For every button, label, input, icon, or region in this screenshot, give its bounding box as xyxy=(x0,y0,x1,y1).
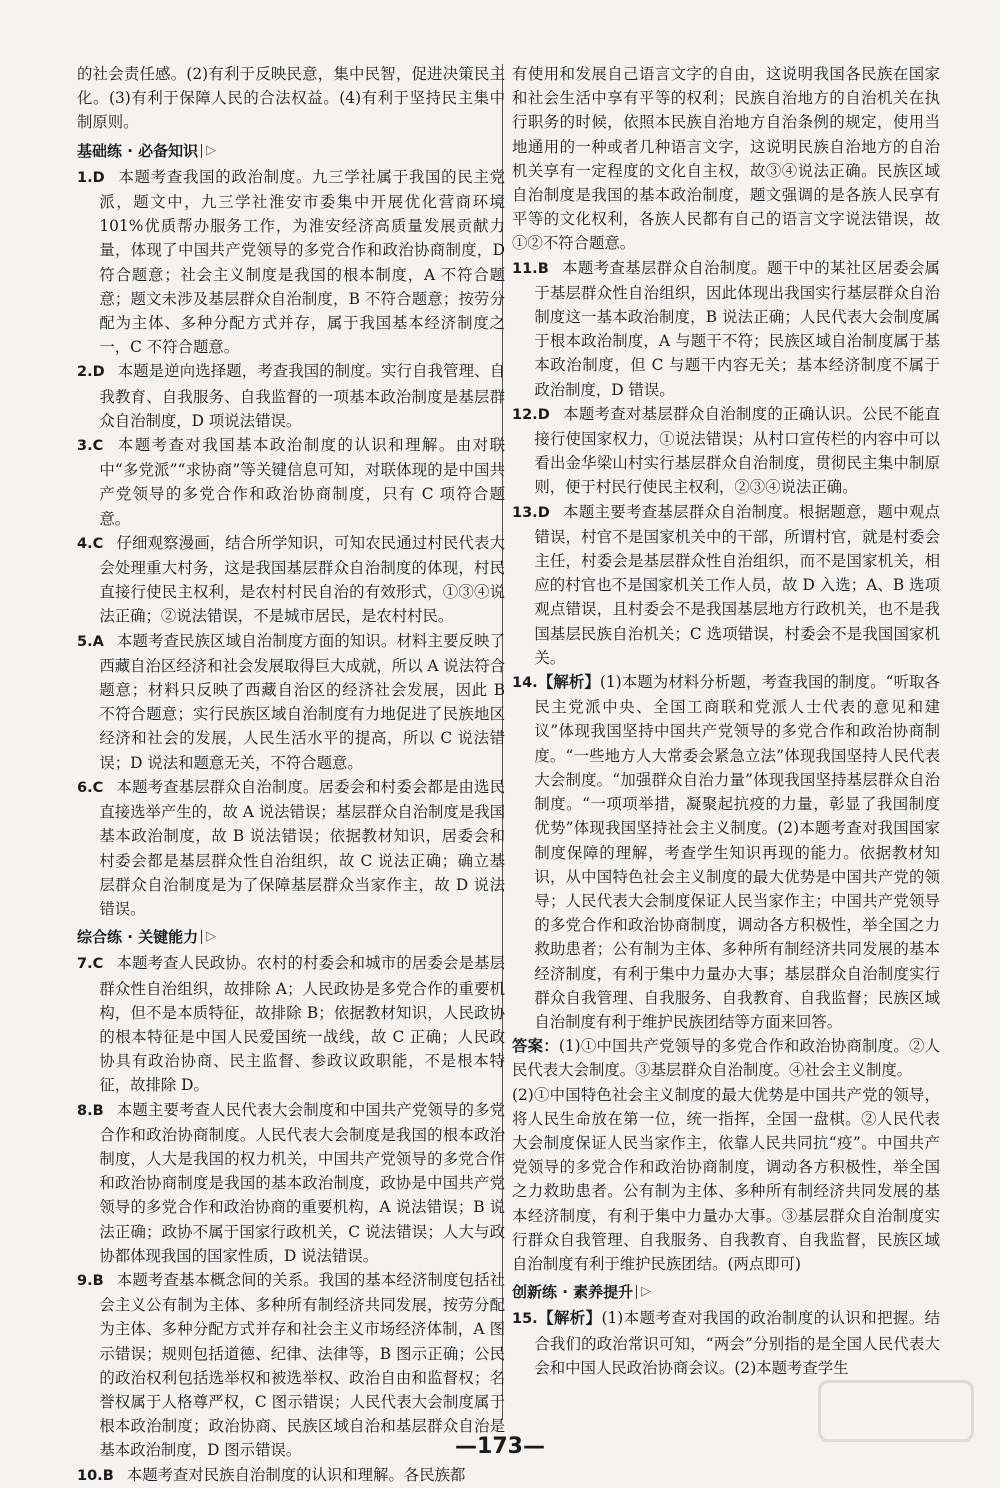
answer-item xyxy=(77,433,505,531)
section-heading-basic xyxy=(77,139,505,163)
section-title: 创新练 · 素养提升 xyxy=(512,1283,634,1302)
intro-paragraph: 的社会责任感。(2)有利于反映民意，集中民智，促进决策民主化。(3)有利于保障人民的合法权益。(4)有利于坚持民主集中制原则。 xyxy=(77,65,505,132)
answer-part-1: (1)①中国共产党领导的多党合作和政治协商制度。②人民代表大会制度。③基层群众自治制度。④社会主义制度。 xyxy=(512,1037,940,1080)
item-explanation: 本题主要考查基层群众自治制度。根据题意，题中观点错误，村官不是国家机关中的干部，所谓村官，就是村委会主任，村委会是基层群众性自治组织，而不是国家机关，相应的村官也不是国家机关工作人员，故 D 入选；A、B 选项观点错误，且村委会不是我国基层地方行政机关，也不是我国基层民族自治机关；C 选项错误，村委会不是我国国家机关。 xyxy=(534,502,940,667)
divider-bar xyxy=(201,930,202,944)
right-column xyxy=(512,62,940,1380)
arrow-icon: ▷ xyxy=(206,142,217,158)
item-answer: C xyxy=(92,779,104,796)
item-answer: C xyxy=(92,438,104,455)
item-answer: D xyxy=(537,504,550,521)
item-answer: D xyxy=(537,406,550,423)
item-explanation: 本题考查对民族自治制度的认识和理解。各民族都 xyxy=(126,1465,466,1484)
item-number: 11. xyxy=(512,260,538,277)
answer-item xyxy=(77,629,505,775)
item-number: 2. xyxy=(77,364,93,381)
item-answer: A xyxy=(92,633,104,650)
item-answer: B xyxy=(92,1272,104,1289)
item-explanation: 本题考查人民政协。农村的村委会和城市的居委会是基层群众性自治组织，故排除 A；人民政协是多党合作的重要机构，但不是本质特征，故排除 B；依据教材知识，人民政协的根本特征是中国人民爱国统一战线，故 C 正确；人民政协具有政治协商、民主监督、参政议政职能，不是根本特征，故排除 D。 xyxy=(99,954,505,1095)
item-explanation: 仔细观察漫画，结合所学知识，可知农民通过村民代表大会处理重大村务，这是我国基层群众自治制度的体现，村民直接行使民主权利，是农村村民自治的有效形式，①③④说法正确；②说法错误，不是城市居民，是农村村民。 xyxy=(99,533,505,626)
item-number: 3. xyxy=(77,438,93,455)
item-answer: C xyxy=(92,535,104,552)
answer-item xyxy=(77,165,505,360)
answer-item xyxy=(77,951,505,1097)
answer-item xyxy=(512,500,940,670)
item-answer: B xyxy=(92,1102,104,1119)
item-number: 12. xyxy=(512,406,538,423)
item-number: 13. xyxy=(512,504,538,521)
answer-item xyxy=(77,531,505,629)
item-explanation: 本题考查对基层群众自治制度的正确认识。公民不能直接行使国家权力，①说法错误；从村口宣传栏的内容中可以看出金华梁山村实行基层群众自治制度，贯彻民主集中制原则，便于村民行使民主权利，②③④说法正确。 xyxy=(534,404,940,497)
arrow-icon: ▷ xyxy=(641,1284,652,1300)
item-explanation: 本题考查对我国基本政治制度的认识和理解。由对联中“多党派”“求协商”等关键信息可知，对联体现的是中国共产党领导的多党合作和政治协商制度，只有 C 项符合题意。 xyxy=(99,436,505,528)
answer-item xyxy=(77,1098,505,1268)
page-number: —173— xyxy=(455,1434,545,1459)
item-number: 10. xyxy=(77,1467,103,1484)
answer-block xyxy=(512,1034,940,1082)
item-explanation: (1)本题为材料分析题，考查我国的制度。“听取各民主党派中央、全国工商联和党派人士代表的意见和建议”体现我国坚持中国共产党领导的多党合作和政治协商制度。“一些地方人大常委会紧急立法”体现我国坚持人民代表大会制度。“加强群众自治力量”体现我国坚持基层群众自治制度。“一项项举措，凝聚起抗疫的力量，彰显了我国制度优势”体现我国坚持社会主义制度。(2)本题考查对我国国家制度保障的理解，考查学生知识再现的能力。依据教材知识，从中国特色社会主义制度的最大优势是中国共产党的领导；人民代表大会制度保证人民当家作主；中国共产党领导的多党合作和政治协商制度，调动各方积极性，举全国之力救助患者；公有制为主体、多种所有制经济共同发展的基本经济制度，有利于集中力量办大事；基层群众自治制度实行群众自我管理、自我服务、自我教育、自我监督；民族区域自治制度有利于维护民族团结等方面来回答。 xyxy=(534,673,940,1031)
arrow-icon: ▷ xyxy=(206,929,217,945)
item-number: 15. xyxy=(512,1311,538,1328)
answer-item xyxy=(512,402,940,500)
item-explanation: 本题考查基层群众自治制度。居委会和村委会都是由选民直接选举产生的，故 A 说法错误；基层群众自治制度是我国基本政治制度，故 B 说法错误；依据教材知识，居委会和村委会都是基层群众性自治组织，故 C 说法正确；确立基层群众自治制度是为了保障基层群众当家作主，故 D 说法错误。 xyxy=(99,777,505,918)
item-explanation: 本题考查民族区域自治制度方面的知识。材料主要反映了西藏自治区经济和社会发展取得巨大成就，所以 A 说法符合题意；材料只反映了西藏自治区的经济社会发展，因此 B 不符合题意；实行民族区域自治制度有力地促进了民族地区经济和社会的发展，人民生活水平的提高，所以 C 说法错误；D 说法和题意无关，不符合题意。 xyxy=(99,631,505,772)
item-explanation: 本题是逆向选择题，考查我国的制度。实行自我管理、自我教育、自我服务、自我监督的一项基本政治制度是基层群众自治制度，D 项说法错误。 xyxy=(99,362,505,430)
answer-item-14 xyxy=(512,670,940,1034)
answer-item xyxy=(77,1463,505,1488)
answer-item-15 xyxy=(512,1306,940,1380)
answer-item xyxy=(77,359,505,433)
item-explanation: 本题考查我国的政治制度。九三学社属于我国的民主党派，题文中，九三学社淮安市委集中开展优化营商环境 101%优质帮办服务工作，为淮安经济高质量发展贡献力量，体现了中国共产党领导的多党合作和政治协商制度，D符合题意；社会主义制度是我国的根本制度，A 不符合题意；题文未涉及基层群众自治制度，B 不符合题意；按劳分配为主体、多种分配方式并存，属于我国基本经济制度之一，C 不符合题意。 xyxy=(99,167,505,357)
left-column xyxy=(77,62,505,1488)
item-answer: B xyxy=(102,1467,114,1484)
analysis-tag: 【解析】 xyxy=(537,1309,602,1328)
analysis-tag: 【解析】 xyxy=(537,673,600,692)
item-number: 7. xyxy=(77,956,93,973)
item-answer: B xyxy=(537,260,549,277)
answer-item xyxy=(77,775,505,921)
item-number: 8. xyxy=(77,1102,93,1119)
watermark-logo xyxy=(818,1380,974,1442)
item-number: 6. xyxy=(77,779,93,796)
item-explanation: 本题考查基本概念间的关系。我国的基本经济制度包括社会主义公有制为主体、多种所有制经济共同发展，按劳分配为主体、多种分配方式并存和社会主义市场经济体制，A 图示错误；规则包括道德、纪律、法律等，B 图示正确；公民的政治权利包括选举权和被选举权、政治自由和监督权；名誉权属于人格尊严权，C 图示错误；人民代表大会制度属于根本政治制度；政治协商、民族区域自治和基层群众自治是基本政治制度，D 图示错误。 xyxy=(99,1270,505,1460)
section-heading-comprehensive xyxy=(77,925,505,949)
item-number: 9. xyxy=(77,1272,93,1289)
section-title: 基础练 · 必备知识 xyxy=(77,141,199,160)
divider-bar xyxy=(636,1285,637,1299)
item-explanation: (1)本题考查对我国的政治制度的认识和把握。结合我们的政治常识可知，“两会”分别指的是全国人民代表大会和中国人民政治协商会议。(2)本题考查学生 xyxy=(534,1309,940,1377)
item-answer: C xyxy=(92,956,104,973)
answer-label: 答案： xyxy=(512,1037,559,1056)
answer-item xyxy=(512,256,940,402)
divider-bar xyxy=(201,144,202,158)
item-number: 1. xyxy=(77,169,93,186)
section-title: 综合练 · 关键能力 xyxy=(77,928,199,947)
item10-continuation: 有使用和发展自己语言文字的自由，这说明我国各民族在国家和社会生活中享有平等的权利；民族自治地方的自治机关在执行职务的时候，依照本民族自治地方自治条例的规定，使用当地通用的一种或者几种语言文字，这说明民族自治地方的自治机关享有一定程度的文化自主权，故③④说法正确。民族区域自治制度是我国的基本政治制度，题文强调的是各族人民享有平等的文化权利，各族人民都有自己的语言文字说法错误，故①②不符合题意。 xyxy=(512,65,940,253)
answer-part-2: (2)①中国特色社会主义制度的最大优势是中国共产党的领导，将人民生命放在第一位，统一指挥，全国一盘棋。②人民代表大会制度保证人民当家作主，依靠人民共同抗“疫”。中国共产党领导的多党合作和政治协商制度，调动各方积极性，举全国之力救助患者。公有制为主体、多种所有制经济共同发展的基本经济制度，有利于集中力量办大事。③基层群众自治制度实行群众自我管理、自我服务、自我教育、自我监督，民族区域自治制度有利于维护民族团结。(两点即可) xyxy=(512,1085,940,1273)
item-answer: D xyxy=(92,364,105,381)
item-number: 4. xyxy=(77,535,93,552)
section-heading-innovation xyxy=(512,1280,940,1304)
item-explanation: 本题考查基层群众自治制度。题干中的某社区居委会属于基层群众性自治组织，因此体现出我国实行基层群众自治制度这一基本政治制度，B 说法正确；人民代表大会制度属于根本政治制度，A 与题干不符；民族区域自治制度属于基本政治制度，但 C 与题干内容无关；基本经济制度不属于政治制度，D 错误。 xyxy=(534,258,940,399)
item-number: 5. xyxy=(77,633,93,650)
item-number: 14. xyxy=(512,675,538,692)
item-explanation: 本题主要考查人民代表大会制度和中国共产党领导的多党合作和政治协商制度。人民代表大会制度是我国的根本政治制度，人大是我国的权力机关，中国共产党领导的多党合作和政治协商制度是我国的基本政治制度，政协是中国共产党领导的多党合作和政治协商的重要机构，A 说法错误；B 说法正确；政协不属于国家行政机关，C 说法错误；人大与政协都体现我国的国家性质，D 说法错误。 xyxy=(99,1100,505,1265)
item-answer: D xyxy=(92,169,105,186)
